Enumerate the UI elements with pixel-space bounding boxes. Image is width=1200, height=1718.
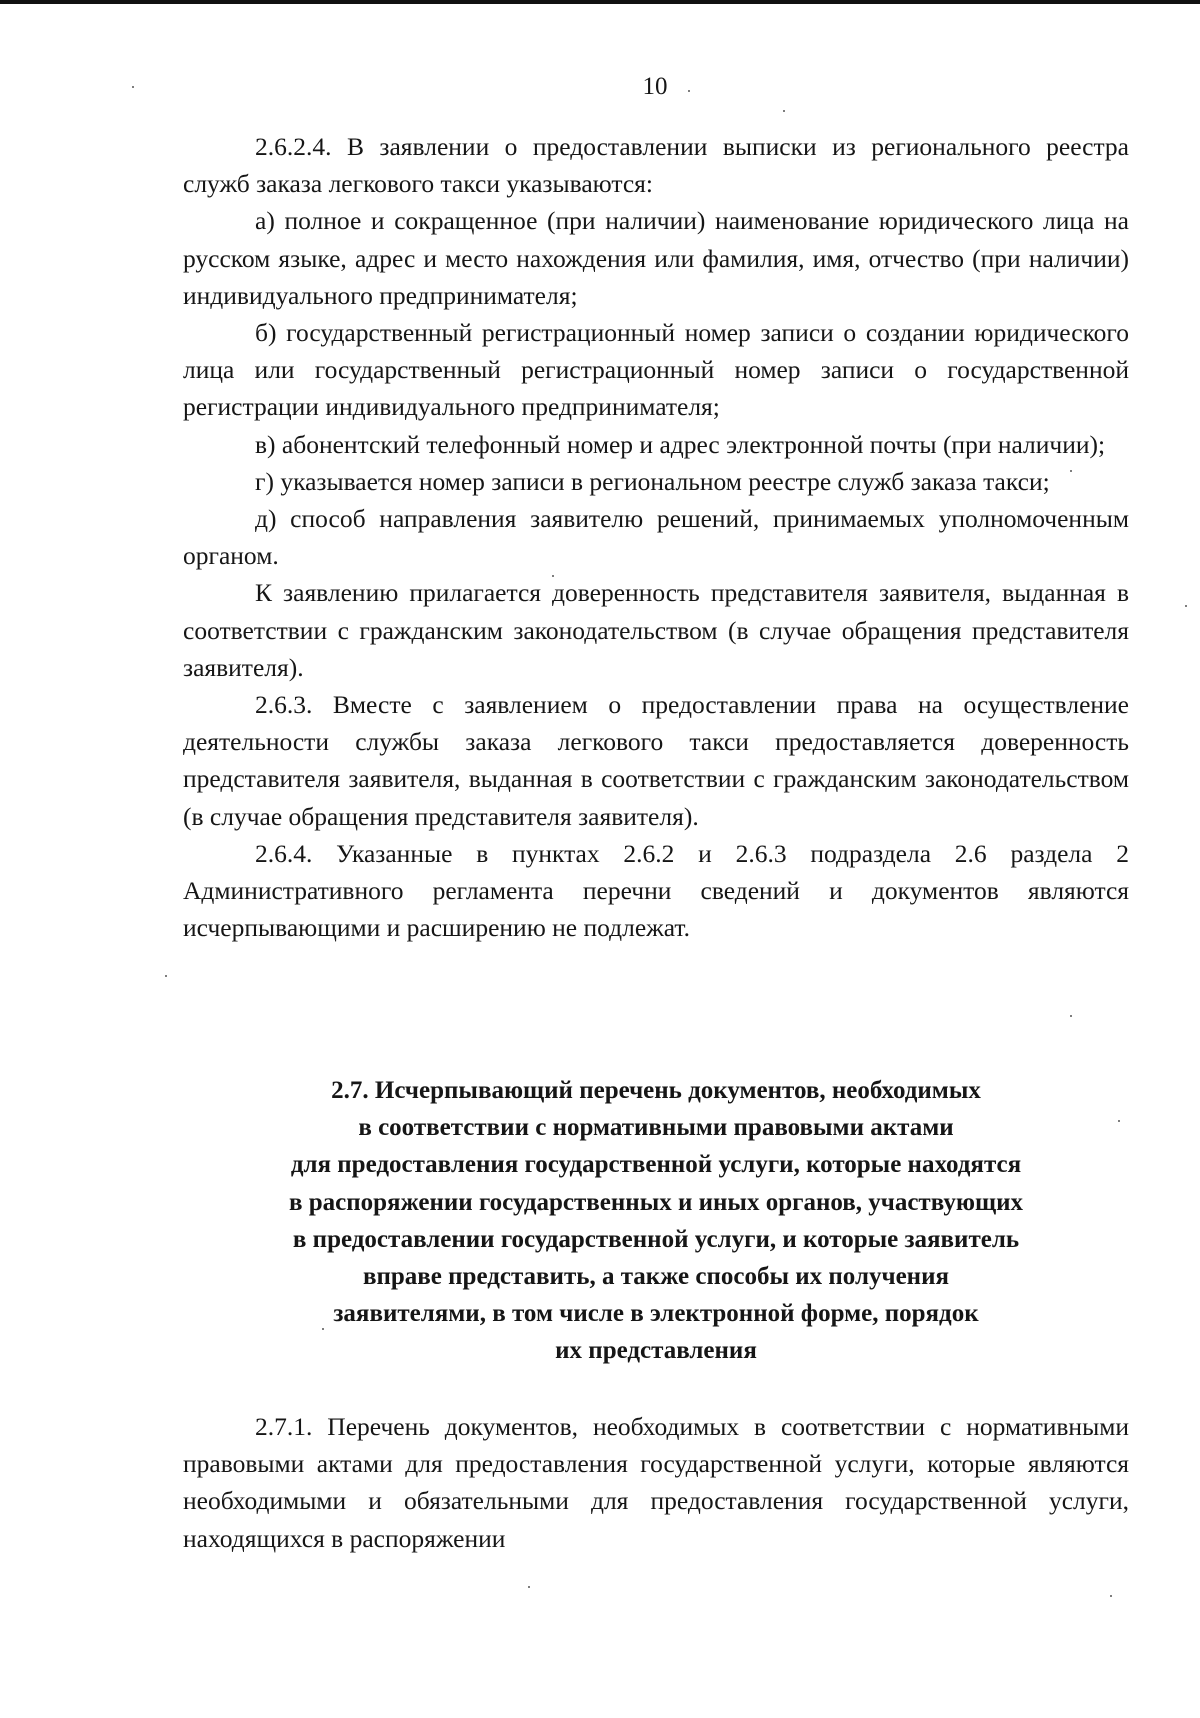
list-item-d: д) способ направления заявителю решений, принимаемых уполномоченным органом.	[183, 504, 1129, 571]
list-item-v: в) абонентский телефонный номер и адрес электронной почты (при наличии);	[255, 429, 1106, 459]
paragraph-2-6-2-4: 2.6.2.4. В заявлении о предоставлении выписки из регионального реестра служб заказа легкового такси указываются:	[183, 132, 1129, 199]
scan-speck	[688, 90, 690, 92]
scan-speck	[783, 110, 785, 112]
heading-line: заявителями, в том числе в электронной форме, порядок	[333, 1300, 979, 1328]
body-text-section-2-6	[183, 128, 1129, 946]
body-text-section-2-7	[183, 1408, 1129, 1557]
heading-line: вправе представить, а также способы их получения	[363, 1263, 949, 1291]
paragraph-2-6-3: 2.6.3. Вместе с заявлением о предоставлении права на осуществление деятельности службы заказа легкового такси предоставляется доверенность представителя заявителя, выданная в соответствии с гражданским законодательством (в случае обращения представителя заявителя).	[183, 690, 1129, 831]
scan-speck	[1070, 1015, 1072, 1017]
heading-line: для предоставления государственной услуги, которые находятся	[290, 1151, 1022, 1179]
scan-speck	[322, 1328, 324, 1330]
heading-line: в распоряжении государственных и иных органов, участвующих	[289, 1188, 1023, 1216]
scan-speck	[165, 975, 167, 977]
heading-line: в предоставлении государственной услуги, и которые заявитель	[292, 1225, 1020, 1253]
section-heading-2-7	[183, 1072, 1129, 1370]
scan-speck	[1070, 470, 1072, 472]
scan-speck	[1110, 1595, 1112, 1597]
scan-speck	[528, 1586, 530, 1588]
page-number: 10	[642, 73, 668, 100]
heading-line: в соответствии с нормативными правовыми актами	[358, 1114, 954, 1142]
heading-line: их представления	[555, 1337, 757, 1365]
paragraph-2-6-4: 2.6.4. Указанные в пунктах 2.6.2 и 2.6.3 подраздела 2.6 раздела 2 Административного регламента перечни сведений и документов являются исчерпывающими и расширению не подлежат.	[183, 838, 1129, 943]
heading-line: 2.7. Исчерпывающий перечень документов, необходимых	[331, 1077, 981, 1104]
scan-speck	[1118, 1120, 1120, 1122]
scan-speck	[552, 575, 554, 577]
scan-top-edge	[0, 0, 1200, 4]
paragraph-power-of-attorney: К заявлению прилагается доверенность представителя заявителя, выданная в соответствии с гражданским законодательством (в случае обращения представителя заявителя).	[183, 578, 1129, 682]
scan-speck	[132, 86, 134, 88]
list-item-b: б) государственный регистрационный номер записи о создании юридического лица или государственный регистрационный номер записи о государственной регистрации индивидуального предпринимателя;	[183, 318, 1129, 422]
scan-speck	[1185, 605, 1187, 607]
paragraph-2-7-1: 2.7.1. Перечень документов, необходимых в соответствии с нормативными правовыми актами для предоставления государственной услуги, которые являются необходимыми и обязательными для предоставления государственной услуги, находящихся в распоряжении	[183, 1412, 1129, 1553]
list-item-a: а) полное и сокращенное (при наличии) наименование юридического лица на русском языке, адрес и место нахождения или фамилия, имя, отчество (при наличии) индивидуального предпринимателя;	[183, 206, 1129, 310]
list-item-g: г) указывается номер записи в региональном реестре служб заказа такси;	[255, 466, 1050, 496]
